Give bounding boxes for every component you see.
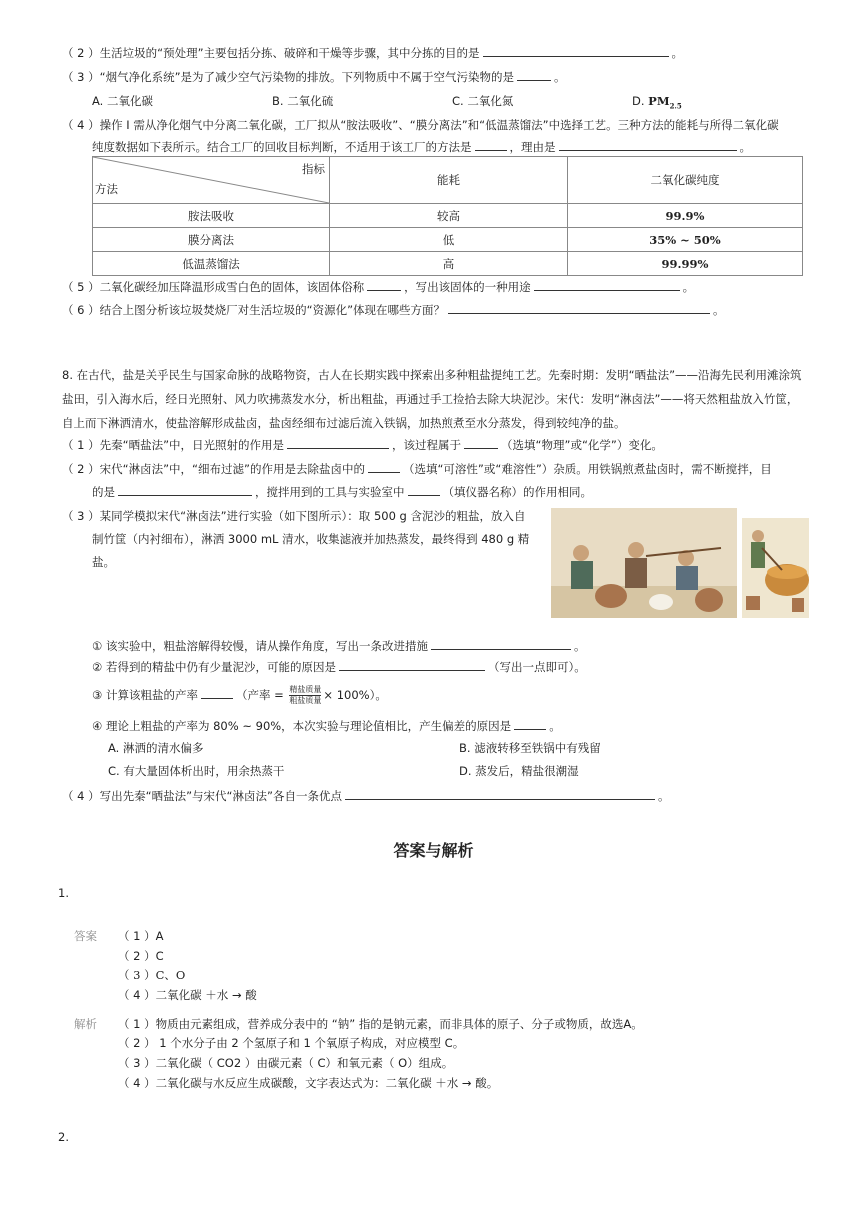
answer-section-title: 答案与解析 — [393, 841, 474, 860]
diagonal-line — [93, 157, 329, 203]
q4-line2b: ，理由是 — [509, 140, 556, 154]
q3-option-c: C. 二氧化氮 — [452, 94, 514, 108]
c4-end: 。 — [549, 719, 561, 733]
q5-line — [62, 278, 694, 296]
s2-text-b: （选填“可溶性”或“难溶性”）杂质。用铁锅煎煮盐卤时，需不断搅拌，目 — [402, 462, 772, 476]
answer-label: 答案 — [74, 929, 97, 943]
explanation-item: （ 3 ）二氧化碳（ CO2 ）由碳元素（ C）和氧元素（ O）组成。 — [118, 1056, 454, 1070]
explanation-item: （ 4 ）二氧化碳与水反应生成碳酸，文字表达式为：二氧化碳 ＋水 → 酸。 — [118, 1076, 499, 1090]
table-cell: 膜分离法 — [93, 228, 330, 252]
fraction-denominator: 粗盐质量 — [289, 696, 322, 705]
table-header-row — [93, 157, 803, 204]
q4-line2 — [92, 138, 751, 156]
table-header-energy: 能耗 — [330, 157, 568, 204]
q5-text-a: （ 5 ）二氧化碳经加压降温形成雪白色的固体，该固体俗称 — [62, 280, 365, 294]
c2-text-b: （写出一点即可）。 — [487, 660, 586, 674]
table-cell: 较高 — [330, 204, 568, 228]
q3-option-d: D. $PM_{2.5}$ — [632, 94, 682, 111]
explanation-item: （ 1 ）物质由元素组成，营养成分表中的 “钠” 指的是钠元素，而非具体的原子、分子或物质，故选A。 — [118, 1017, 643, 1031]
q5-end: 。 — [682, 280, 695, 294]
p8-line3: 自上而下淋洒清水，使盐溶解形成盐卤，盐卤经细布过滤后流入铁锅，加热煎煮至水分蒸发，得到较纯净的盐。 — [62, 416, 626, 430]
s2-text-d: ，搅拌用到的工具与实验室中 — [255, 485, 405, 499]
explanation-item: （ 2 ） 1 个水分子由 2 个氢原子和 1 个氧原子构成，对应模型 C。 — [118, 1036, 465, 1050]
c4-option-c: C. 有大量固体析出时，用余热蒸干 — [108, 764, 285, 778]
s3-line3: 盐。 — [92, 555, 115, 569]
q6-end: 。 — [713, 303, 725, 317]
s2-blank-purpose[interactable] — [118, 483, 252, 496]
s1-text-a: （ 1 ）先秦“晒盐法”中，日光照射的作用是 — [62, 438, 285, 452]
explanation-label: 解析 — [74, 1017, 97, 1031]
q5-text-b: ，写出该固体的一种用途 — [404, 280, 531, 294]
s1-blank-change[interactable] — [464, 436, 498, 449]
s2-text-e: （填仪器名称）的作用相同。 — [442, 485, 592, 499]
table-header-purity: 二氧化碳纯度 — [568, 157, 803, 204]
q3-option-b: B. 二氧化硫 — [272, 94, 334, 108]
s4-answer-blank[interactable] — [345, 787, 655, 800]
table-row — [93, 228, 803, 252]
table-cell: 低 — [330, 228, 568, 252]
c1-text: ① 该实验中，粗盐溶解得较慢，请从操作角度，写出一条改进措施 — [92, 639, 428, 653]
q6-answer-blank[interactable] — [448, 301, 710, 314]
s2-line2 — [92, 483, 592, 501]
c2-answer-blank[interactable] — [339, 658, 485, 671]
answer-number-2: 2. — [58, 1130, 69, 1144]
c4-text: ④ 理论上粗盐的产率为 80% ~ 90%，本次实验与理论值相比，产生偏差的原因是 — [92, 719, 512, 733]
table-cell: 99.9% — [568, 204, 803, 228]
q3-end: 。 — [554, 70, 566, 84]
c2-line — [92, 658, 586, 676]
salt-boiling-illustration — [742, 518, 809, 618]
q3-text: （ 3 ）“烟气净化系统”是为了减少空气污染物的排放。下列物质中不属于空气污染物的是 — [62, 70, 515, 84]
c4-option-d: D. 蒸发后，精盐很潮湿 — [459, 764, 579, 778]
table-corner-cell — [93, 157, 330, 204]
answer-item: （ 3 ）C、O — [118, 968, 186, 982]
table-cell: 35% ~ 50% — [568, 228, 803, 252]
c4-option-a: A. 淋洒的清水偏多 — [108, 741, 204, 755]
q4-line1: （ 4 ）操作 I 需从净化烟气中分离二氧化碳，工厂拟从“胺法吸收”、“膜分离法”和“低温蒸馏法”中选择工艺。三种方法的能耗与所得二氧化碳 — [62, 118, 779, 132]
c3-line — [92, 684, 387, 706]
table-header-indicator: 指标 — [302, 162, 325, 176]
c2-text: ② 若得到的精盐中仍有少量泥沙，可能的原因是 — [92, 660, 336, 674]
c4-option-b: B. 滤液转移至铁锅中有残留 — [459, 741, 601, 755]
c1-end: 。 — [573, 639, 586, 653]
s2-blank-impurity[interactable] — [368, 460, 400, 473]
q5-blank-use[interactable] — [534, 278, 680, 291]
s4-text: （ 4 ）写出先秦“晒盐法”与宋代“淋卤法”各自一条优点 — [62, 789, 342, 803]
s1-blank-effect[interactable] — [287, 436, 389, 449]
q6-text: （ 6 ）结合上图分析该垃圾焚烧厂对生活垃圾的“资源化”体现在哪些方面？ — [62, 303, 446, 317]
q3-answer-blank[interactable] — [517, 68, 551, 81]
q4-end: 。 — [739, 140, 751, 154]
s4-line — [62, 787, 669, 805]
c3-formula-tail: × 100%）。 — [323, 688, 387, 702]
p8-line1: 8. 在古代，盐是关乎民生与国家命脉的战略物资，古人在长期实践中探索出多种粗盐提纯工艺。先秦时期：发明“晒盐法”——沿海先民利用滩涂筑 — [62, 368, 802, 382]
answer-item: （ 1 ）A — [118, 929, 164, 943]
q4-blank-method[interactable] — [475, 138, 507, 151]
q5-blank-name[interactable] — [367, 278, 401, 291]
s4-end: 。 — [657, 789, 670, 803]
s1-text-b: ，该过程属于 — [392, 438, 462, 452]
q4-line2a: 纯度数据如下表所示。结合工厂的回收目标判断，不适用于该工厂的方法是 — [92, 140, 472, 154]
answer-number-1: 1. — [58, 886, 69, 900]
energy-purity-table — [92, 156, 803, 276]
table-header-method: 方法 — [95, 182, 118, 196]
c1-line — [92, 637, 585, 655]
q2-answer-blank[interactable] — [483, 44, 669, 57]
q4-blank-reason[interactable] — [559, 138, 737, 151]
c1-answer-blank[interactable] — [431, 637, 571, 650]
p8-line2: 盐田，引入海水后，经日光照射、风力吹拂蒸发水分，析出粗盐，再通过手工捡拾去除大块泥沙。宋代：发明“淋卤法”——将天然粗盐放入竹筐， — [62, 392, 799, 406]
c4-answer-blank[interactable] — [514, 717, 546, 730]
salt-workers-illustration — [551, 508, 737, 618]
answer-item: （ 4 ）二氧化碳 ＋水 → 酸 — [118, 988, 257, 1002]
q3-line — [62, 68, 566, 86]
q3-option-a: A. 二氧化碳 — [92, 94, 153, 108]
table-cell: 高 — [330, 252, 568, 276]
s2-text-c: 的是 — [92, 485, 115, 499]
s3-line1: （ 3 ）某同学模拟宋代“淋卤法”进行实验（如下图所示）：取 500 g 含泥沙的粗盐，放入自 — [62, 509, 526, 523]
c4-line — [92, 717, 561, 735]
table-cell: 低温蒸馏法 — [93, 252, 330, 276]
s3-line2: 制竹筐（内衬细布），淋洒 3000 mL 清水，收集滤液并加热蒸发，最终得到 480 g 精 — [92, 532, 530, 546]
q2-end: 。 — [671, 46, 684, 60]
c3-formula-lead: （产率 = — [235, 688, 284, 702]
s2-text-a: （ 2 ）宋代“淋卤法”中，“细布过滤”的作用是去除盐卤中的 — [62, 462, 365, 476]
table-row — [93, 252, 803, 276]
yield-fraction — [289, 685, 321, 706]
c3-text: ③ 计算该粗盐的产率 — [92, 688, 198, 702]
fraction-numerator: 精盐质量 — [289, 685, 322, 694]
s2-blank-instrument[interactable] — [408, 483, 440, 496]
s1-line — [62, 436, 663, 454]
s2-line1 — [62, 460, 772, 478]
c3-answer-blank[interactable] — [201, 686, 233, 699]
q2-text: （ 2 ）生活垃圾的“预处理”主要包括分拣、破碎和干燥等步骤，其中分拣的目的是 — [62, 46, 480, 60]
table-row — [93, 204, 803, 228]
s1-text-c: （选填“物理”或“化学”）变化。 — [501, 438, 663, 452]
q2-line — [62, 44, 683, 62]
table-cell: 胺法吸收 — [93, 204, 330, 228]
table-cell: 99.99% — [568, 252, 803, 276]
answer-item: （ 2 ）C — [118, 949, 164, 963]
q6-line — [62, 301, 725, 319]
